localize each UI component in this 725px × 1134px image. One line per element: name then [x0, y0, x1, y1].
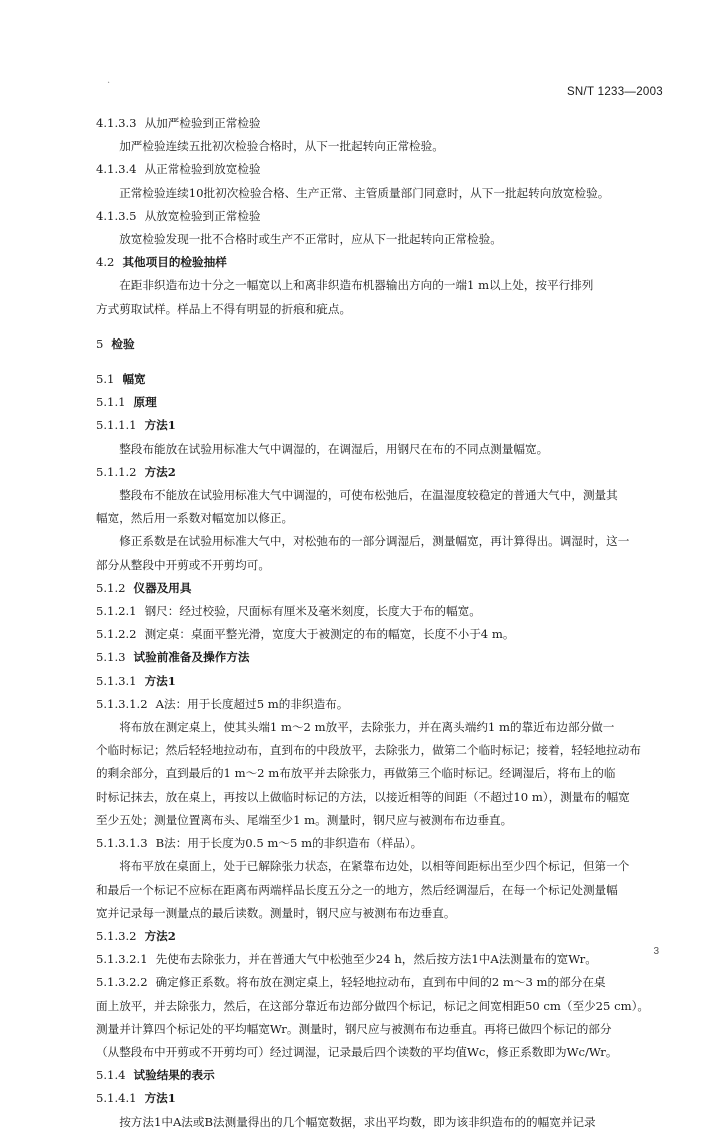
- line-text: 先使布去除张力，并在普通大气中松弛至少24 h，然后按方法1中A法测量布的宽Wr。: [155, 952, 597, 967]
- clause-number: 5.1.1.1: [96, 418, 137, 433]
- line-text: 放宽检验发现一批不合格时或生产不正常时，应从下一批起转向正常检验。: [119, 232, 502, 247]
- paragraph-line: [96, 762, 662, 785]
- line-text: 方式剪取试样。样品上不得有明显的折痕和疵点。: [96, 301, 352, 316]
- paragraph-line: [96, 855, 662, 878]
- clause-number: 5.1.2.2: [96, 627, 137, 642]
- line-text: 从放宽检验到正常检验: [144, 208, 261, 223]
- clause-number: 5.1.4: [96, 1068, 126, 1083]
- clause-number: 5.1.3.1.2: [96, 696, 148, 711]
- clause-number: 5.1.4.1: [96, 1091, 137, 1106]
- clause-number: 5.1: [96, 372, 115, 387]
- clause-number: 5.1.1: [96, 395, 126, 410]
- line-text: 将布放在测定桌上，使其头端1 m～2 m放平，去除张力，并在离头端约1 m的靠近布边部分做一: [119, 720, 615, 735]
- line-text: 面上放平，并去除张力，然后，在这部分靠近布边部分做四个标记，标记之间宽相距50 cm（至少25 cm）。: [96, 998, 649, 1013]
- line-text: 时标记抹去，放在桌上，再按以上做临时标记的方法，以接近相等的间距（不超过10 m），测量布的幅宽: [96, 789, 630, 804]
- paragraph-line: [96, 274, 662, 297]
- line-text: 试验前准备及操作方法: [133, 650, 250, 665]
- paragraph-line: [96, 786, 662, 809]
- line-text: （从整段布中开剪或不开剪均可）经过调湿，记录最后四个读数的平均值Wc，修正系数即为Wc/Wr。: [96, 1044, 618, 1059]
- clause-number: 5: [96, 336, 104, 351]
- line-text: 整段布不能放在试验用标准大气中调湿的，可使布松弛后，在温湿度较稳定的普通大气中，测量其: [119, 488, 618, 503]
- clause-heading: [96, 158, 662, 181]
- paragraph-line: [96, 716, 662, 739]
- line-text: 方法1: [144, 418, 176, 433]
- clause-number: 5.1.1.2: [96, 464, 137, 479]
- clause-heading: [96, 251, 662, 274]
- line-text: 钢尺：经过校验，尺面标有厘米及毫米刻度，长度大于布的幅宽。: [144, 604, 481, 619]
- clause-heading: [96, 391, 662, 414]
- clause-heading: [96, 1064, 662, 1087]
- paragraph-line: [96, 507, 662, 530]
- document-body: [96, 112, 662, 1134]
- line-text: 测量并计算四个标记处的平均幅宽Wr。测量时，钢尺应与被测布布边垂直。再将已做四个标记的部分: [96, 1021, 612, 1036]
- line-text: 确定修正系数。将布放在测定桌上，轻轻地拉动布，直到布中间的2 m～3 m的部分在桌: [155, 975, 606, 990]
- line-text: 原理: [133, 395, 157, 410]
- clause-heading: [96, 577, 662, 600]
- clause-heading: [96, 971, 662, 994]
- line-text: 和最后一个标记不应标在距离布两端样品长度五分之一的地方，然后经调湿后，在每一个标记处测量幅: [96, 882, 618, 897]
- line-text: 加严检验连续五批初次检验合格时，从下一批起转向正常检验。: [119, 139, 444, 154]
- paragraph-line: [96, 135, 662, 158]
- paragraph-line: [96, 879, 662, 902]
- line-text: B法：用于长度为0.5 m～5 m的非织造布（样品）。: [155, 836, 423, 851]
- line-text: 其他项目的检验抽样: [122, 255, 227, 270]
- line-text: 的剩余部分，直到最后的1 m～2 m布放平并去除张力，再做第三个临时标记。经调湿后，将布上的临: [96, 766, 616, 781]
- line-text: 试验结果的表示: [133, 1068, 215, 1083]
- line-text: 在距非织造布边十分之一幅宽以上和离非织造布机器输出方向的一端1 m以上处，按平行排列: [119, 278, 594, 293]
- page-number: 3: [653, 946, 659, 957]
- clause-heading: [96, 600, 662, 623]
- line-text: 正常检验连续10批初次检验合格、生产正常、主管质量部门同意时，从下一批起转向放宽检验。: [119, 185, 610, 200]
- line-text: 宽并记录每一测量点的最后读数。测量时，钢尺应与被测布布边垂直。: [96, 905, 456, 920]
- clause-number: 5.1.3: [96, 650, 126, 665]
- line-text: 至少五处；测量位置离布头、尾端至少1 m。测量时，钢尺应与被测布布边垂直。: [96, 812, 513, 827]
- paragraph-line: [96, 484, 662, 507]
- line-text: 从正常检验到放宽检验: [144, 162, 261, 177]
- section-gap: [96, 321, 662, 333]
- paragraph-line: [96, 995, 662, 1018]
- line-text: 从加严检验到正常检验: [144, 116, 261, 130]
- line-text: 幅宽: [122, 372, 146, 387]
- line-text: 幅宽，然后用一系数对幅宽加以修正。: [96, 511, 294, 526]
- paragraph-line: [96, 1018, 662, 1041]
- line-text: 整段布能放在试验用标准大气中调湿的，在调湿后，用钢尺在布的不同点测量幅宽。: [119, 441, 549, 456]
- line-text: 测定桌：桌面平整光滑，宽度大于被测定的布的幅宽，长度不小于4 m。: [144, 627, 515, 642]
- paragraph-line: [96, 228, 662, 251]
- clause-heading: [96, 205, 662, 228]
- clause-number: 5.1.2.1: [96, 604, 137, 619]
- paragraph-line: [96, 739, 662, 762]
- clause-number: 4.1.3.4: [96, 162, 137, 177]
- clause-heading: [96, 333, 662, 356]
- clause-heading: [96, 693, 662, 716]
- line-text: 方法1: [144, 673, 176, 688]
- paragraph-line: [96, 554, 662, 577]
- line-text: 方法1: [144, 1091, 176, 1106]
- clause-number: 5.1.3.2.1: [96, 952, 148, 967]
- line-text: 修正系数是在试验用标准大气中，对松弛布的一部分调湿后，测量幅宽，再计算得出。调湿时，这一: [119, 534, 630, 549]
- line-text: 方法2: [144, 464, 176, 479]
- clause-number: 5.1.3.1.3: [96, 836, 148, 851]
- paragraph-line: [96, 809, 662, 832]
- paragraph-line: [96, 530, 662, 553]
- paragraph-line: [96, 1111, 662, 1134]
- standard-code: SN/T 1233—2003: [566, 86, 663, 98]
- paragraph-line: [96, 902, 662, 925]
- clause-heading: [96, 414, 662, 437]
- clause-heading: [96, 948, 662, 971]
- line-text: 部分从整段中开剪或不开剪均可。: [96, 557, 270, 572]
- clause-number: 5.1.2: [96, 580, 126, 595]
- clause-heading: [96, 1087, 662, 1110]
- clause-heading: [96, 112, 662, 135]
- paragraph-line: [96, 298, 662, 321]
- clause-heading: [96, 368, 662, 391]
- line-text: 方法2: [144, 928, 176, 943]
- paragraph-line: [96, 438, 662, 461]
- clause-number: 5.1.3.1: [96, 673, 137, 688]
- clause-heading: [96, 670, 662, 693]
- clause-heading: [96, 646, 662, 669]
- line-text: 仪器及用具: [133, 580, 192, 595]
- line-text: 按方法1中A法或B法测量得出的几个幅宽数据，求出平均数，即为该非织造布的的幅宽并记录: [119, 1114, 596, 1129]
- clause-number: 4.1.3.5: [96, 208, 137, 223]
- line-text: 个临时标记；然后轻轻地拉动布，直到布的中段放平，去除张力，做第二个临时标记；接着，轻轻地拉动布: [96, 743, 641, 758]
- clause-heading: [96, 623, 662, 646]
- line-text: 将布平放在桌面上，处于已解除张力状态，在紧靠布边处，以相等间距标出至少四个标记，但第一个: [119, 859, 630, 874]
- clause-heading: [96, 832, 662, 855]
- clause-number: 5.1.3.2: [96, 928, 137, 943]
- clause-heading: [96, 925, 662, 948]
- clause-number: 4.1.3.3: [96, 116, 137, 130]
- clause-number: 4.2: [96, 255, 115, 270]
- clause-heading: [96, 461, 662, 484]
- paragraph-line: [96, 1041, 662, 1064]
- page-mark: ·: [107, 78, 111, 89]
- line-text: A法：用于长度超过5 m的非织造布。: [155, 696, 349, 711]
- clause-number: 5.1.3.2.2: [96, 975, 148, 990]
- paragraph-line: [96, 182, 662, 205]
- section-gap: [96, 356, 662, 368]
- line-text: 检验: [111, 336, 135, 351]
